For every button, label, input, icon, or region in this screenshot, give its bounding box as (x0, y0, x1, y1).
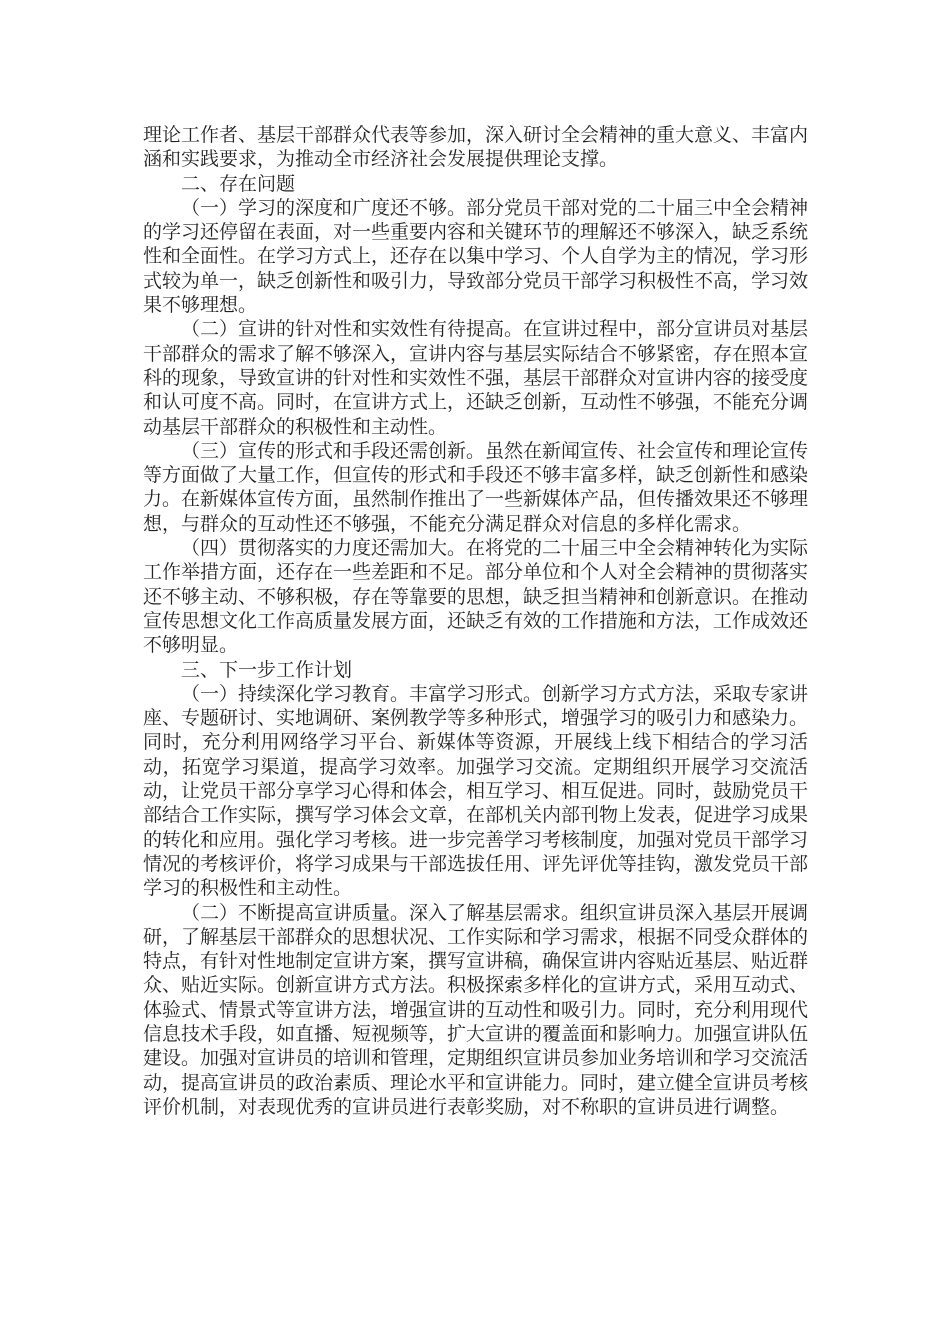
paragraph-problem-2: （二）宣讲的针对性和实效性有待提高。在宣讲过程中，部分宣讲员对基层干部群众的需求了解不够深入，宣讲内容与基层实际结合不够紧密，存在照本宣科的现象，导致宣讲的针对性和实效性不强，基层干部群众对宣讲内容的接受度和认可度不高。同时，在宣讲方式上，还缺乏创新，互动性不够强，不能充分调动基层干部群众的积极性和主动性。 (143, 318, 809, 438)
paragraph-problem-4: （四）贯彻落实的力度还需加大。在将党的二十届三中全会精神转化为实际工作举措方面，还存在一些差距和不足。部分单位和个人对全会精神的贯彻落实还不够主动、不够积极，存在等靠要的思想，缺乏担当精神和创新意识。在推动宣传思想文化工作高质量发展方面，还缺乏有效的工作措施和方法，工作成效还不够明显。 (143, 537, 809, 657)
section-heading-next-steps: 三、下一步工作计划 (181, 658, 353, 681)
paragraph-problem-1: （一）学习的深度和广度还不够。部分党员干部对党的二十届三中全会精神的学习还停留在表面，对一些重要内容和关键环节的理解还不够深入，缺乏系统性和全面性。在学习方式上，还存在以集中学习、个人自学为主的情况，学习形式较为单一，缺乏创新性和吸引力，导致部分党员干部学习积极性不高，学习效果不够理想。 (143, 196, 809, 317)
paragraph-continuation: 理论工作者、基层干部群众代表等参加，深入研讨全会精神的重大意义、丰富内涵和实践要求，为推动全市经济社会发展提供理论支撑。 (143, 124, 809, 171)
section-heading-problems: 二、存在问题 (181, 172, 296, 195)
document-body (143, 123, 808, 1119)
paragraph-problem-3: （三）宣传的形式和手段还需创新。虽然在新闻宣传、社会宣传和理论宣传等方面做了大量工作，但宣传的形式和手段还不够丰富多样，缺乏创新性和感染力。在新媒体宣传方面，虽然制作推出了一些新媒体产品，但传播效果还不够理想，与群众的互动性还不够强，不能充分满足群众对信息的多样化需求。 (143, 439, 809, 535)
paragraph-plan-1: （一）持续深化学习教育。丰富学习形式。创新学习方式方法，采取专家讲座、专题研讨、实地调研、案例教学等多种形式，增强学习的吸引力和感染力。同时，充分利用网络学习平台、新媒体等资源，开展线上线下相结合的学习活动，拓宽学习渠道，提高学习效率。加强学习交流。定期组织开展学习交流活动，让党员干部分享学习心得和体会，相互学习、相互促进。同时，鼓励党员干部结合工作实际，撰写学习体会文章，在部机关内部刊物上发表，促进学习成果的转化和应用。强化学习考核。进一步完善学习考核制度，加强对党员干部学习情况的考核评价，将学习成果与干部选拔任用、评先评优等挂钩，激发党员干部学习的积极性和主动性。 (143, 682, 809, 900)
paragraph-plan-2: （二）不断提高宣讲质量。深入了解基层需求。组织宣讲员深入基层开展调研，了解基层干部群众的思想状况、工作实际和学习需求，根据不同受众群体的特点，有针对性地制定宣讲方案，撰写宣讲稿，确保宣讲内容贴近基层、贴近群众、贴近实际。创新宣讲方式方法。积极探索多样化的宣讲方式，采用互动式、体验式、情景式等宣讲方法，增强宣讲的互动性和吸引力。同时，充分利用现代信息技术手段，如直播、短视频等，扩大宣讲的覆盖面和影响力。加强宣讲队伍建设。加强对宣讲员的培训和管理，定期组织宣讲员参加业务培训和学习交流活动，提高宣讲员的政治素质、理论水平和宣讲能力。同时，建立健全宣讲员考核评价机制，对表现优秀的宣讲员进行表彰奖励，对不称职的宣讲员进行调整。 (143, 901, 809, 1118)
